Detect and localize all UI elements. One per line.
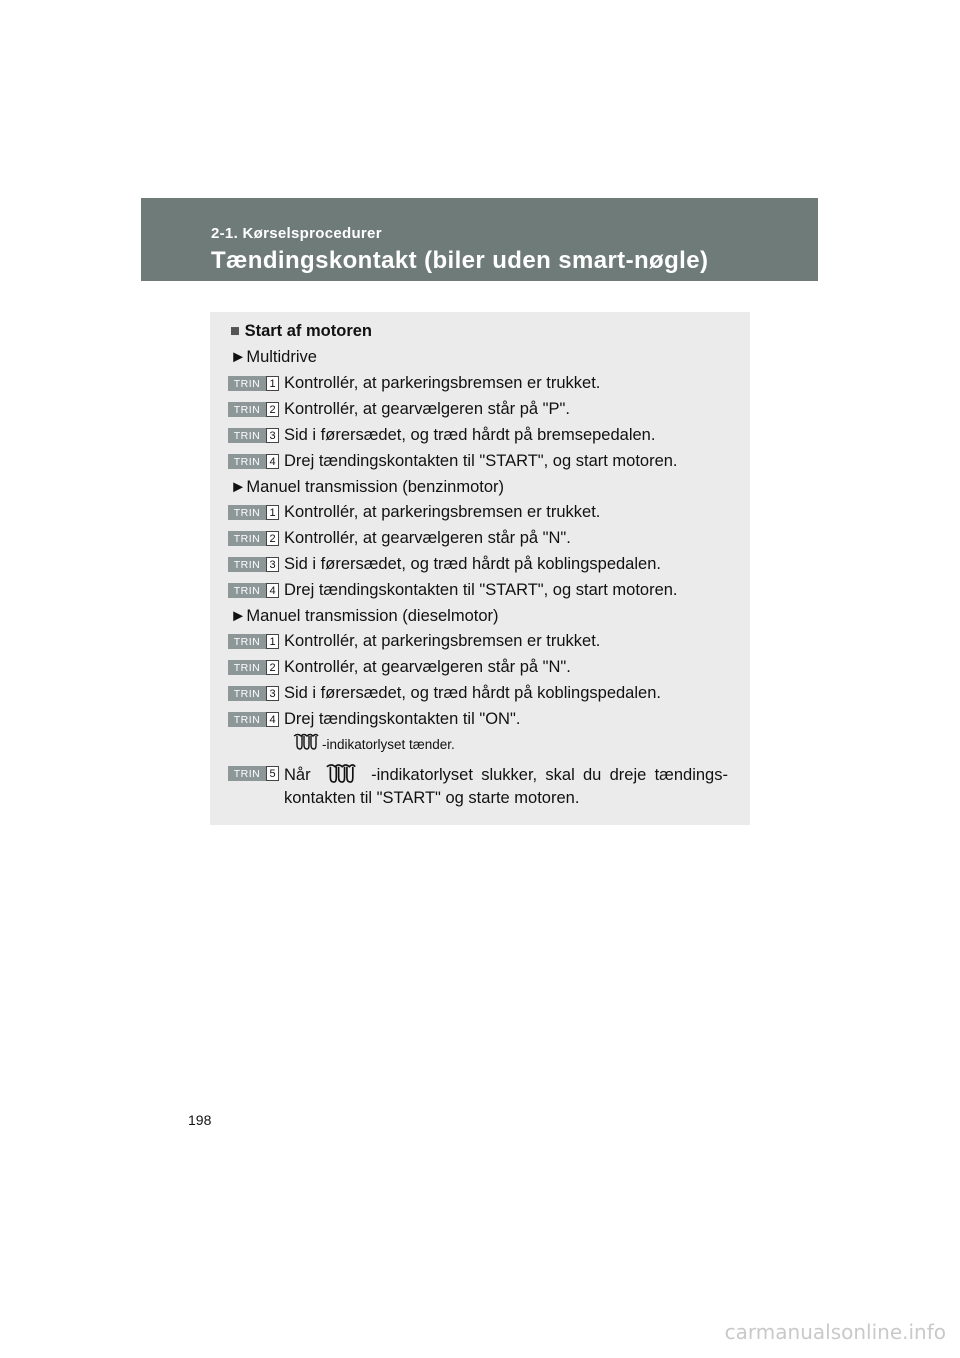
- step-badge: [228, 428, 279, 443]
- step-badge: [228, 712, 279, 727]
- group-title-petrol: [230, 477, 504, 497]
- step-badge-number: 2: [266, 402, 279, 417]
- step-badge-number: 3: [266, 686, 279, 701]
- step5-line1: [284, 762, 728, 788]
- step-text: Sid i førersædet, og træd hårdt på koblingspedalen.: [284, 555, 661, 573]
- step5-word: dreje: [609, 765, 647, 784]
- glow-plug-indicator-icon: [292, 732, 320, 754]
- group-title-diesel: [230, 606, 499, 626]
- step-badge-label: TRIN: [228, 766, 266, 781]
- instruction-box: [210, 312, 750, 825]
- group-title-text: Manuel transmission (benzinmotor): [246, 478, 505, 496]
- watermark: carmanualsonline.info: [724, 1320, 946, 1344]
- step-text: Kontrollér, at parkeringsbremsen er trukket.: [284, 632, 601, 650]
- step-badge-label: TRIN: [228, 531, 266, 546]
- step5-word: -indikatorlyset: [371, 765, 473, 784]
- step-badge: [228, 766, 279, 781]
- step-badge-label: TRIN: [228, 376, 266, 391]
- step-badge-number: 3: [266, 428, 279, 443]
- step-badge: [228, 531, 279, 546]
- step5-word: skal: [545, 765, 575, 784]
- step-text: Kontrollér, at gearvælgeren står på "P".: [284, 400, 570, 418]
- group-title-multidrive: [230, 347, 317, 367]
- step-badge-number: 4: [266, 583, 279, 598]
- step-badge: [228, 634, 279, 649]
- step-badge-number: 4: [266, 454, 279, 469]
- step-badge: [228, 402, 279, 417]
- step-badge-number: 5: [266, 766, 279, 781]
- step-badge: [228, 505, 279, 520]
- step-badge-label: TRIN: [228, 428, 266, 443]
- step5-line2: kontakten til "START" og starte motoren.: [284, 789, 580, 807]
- glow-plug-indicator-icon: [323, 762, 359, 788]
- group-title-text: Manuel transmission (dieselmotor): [246, 607, 499, 625]
- step-badge-number: 2: [266, 660, 279, 675]
- step5-word: tændings-: [654, 765, 728, 784]
- triangle-bullet-icon: ►: [230, 478, 247, 496]
- step-badge-label: TRIN: [228, 712, 266, 727]
- step-badge-number: 3: [266, 557, 279, 572]
- step-text: Kontrollér, at parkeringsbremsen er trukket.: [284, 503, 601, 521]
- step-text: Sid i førersædet, og træd hårdt på koblingspedalen.: [284, 684, 661, 702]
- step-badge-label: TRIN: [228, 505, 266, 520]
- heading-text: Start af motoren: [244, 322, 372, 340]
- chapter-header: [141, 198, 818, 281]
- step-badge-label: TRIN: [228, 634, 266, 649]
- step-badge: [228, 660, 279, 675]
- step-text: Kontrollér, at gearvælgeren står på "N".: [284, 658, 571, 676]
- indicator-note: -indikatorlyset tænder.: [322, 737, 455, 752]
- step-text: Drej tændingskontakten til "ON".: [284, 710, 521, 728]
- step5-word: slukker,: [481, 765, 538, 784]
- page-number: 198: [188, 1112, 212, 1128]
- step-badge-number: 1: [266, 634, 279, 649]
- step-badge: [228, 376, 279, 391]
- page-title: Tændingskontakt (biler uden smart-nøgle): [211, 247, 709, 274]
- group-title-text: Multidrive: [246, 348, 317, 366]
- step5-word: Når: [284, 765, 311, 784]
- step-badge-label: TRIN: [228, 583, 266, 598]
- step-badge-label: TRIN: [228, 454, 266, 469]
- section-heading: [230, 321, 372, 341]
- step-badge-number: 4: [266, 712, 279, 727]
- step-text: Sid i førersædet, og træd hårdt på bremsepedalen.: [284, 426, 656, 444]
- step5-word: du: [583, 765, 602, 784]
- step-text: Kontrollér, at gearvælgeren står på "N".: [284, 529, 571, 547]
- step-badge-label: TRIN: [228, 660, 266, 675]
- step-badge: [228, 686, 279, 701]
- triangle-bullet-icon: ►: [230, 607, 247, 625]
- step-text: Kontrollér, at parkeringsbremsen er trukket.: [284, 374, 601, 392]
- step-badge-number: 1: [266, 376, 279, 391]
- step-text: Drej tændingskontakten til "START", og start motoren.: [284, 452, 678, 470]
- step-badge-label: TRIN: [228, 557, 266, 572]
- step-badge: [228, 454, 279, 469]
- step-badge-label: TRIN: [228, 686, 266, 701]
- step-badge: [228, 583, 279, 598]
- triangle-bullet-icon: ►: [230, 348, 247, 366]
- step-badge-number: 2: [266, 531, 279, 546]
- step-badge-number: 1: [266, 505, 279, 520]
- step-badge-label: TRIN: [228, 402, 266, 417]
- section-label: 2-1. Kørselsprocedurer: [211, 225, 382, 242]
- square-bullet-icon: ■: [230, 322, 240, 340]
- step-text: Drej tændingskontakten til "START", og start motoren.: [284, 581, 678, 599]
- step-badge: [228, 557, 279, 572]
